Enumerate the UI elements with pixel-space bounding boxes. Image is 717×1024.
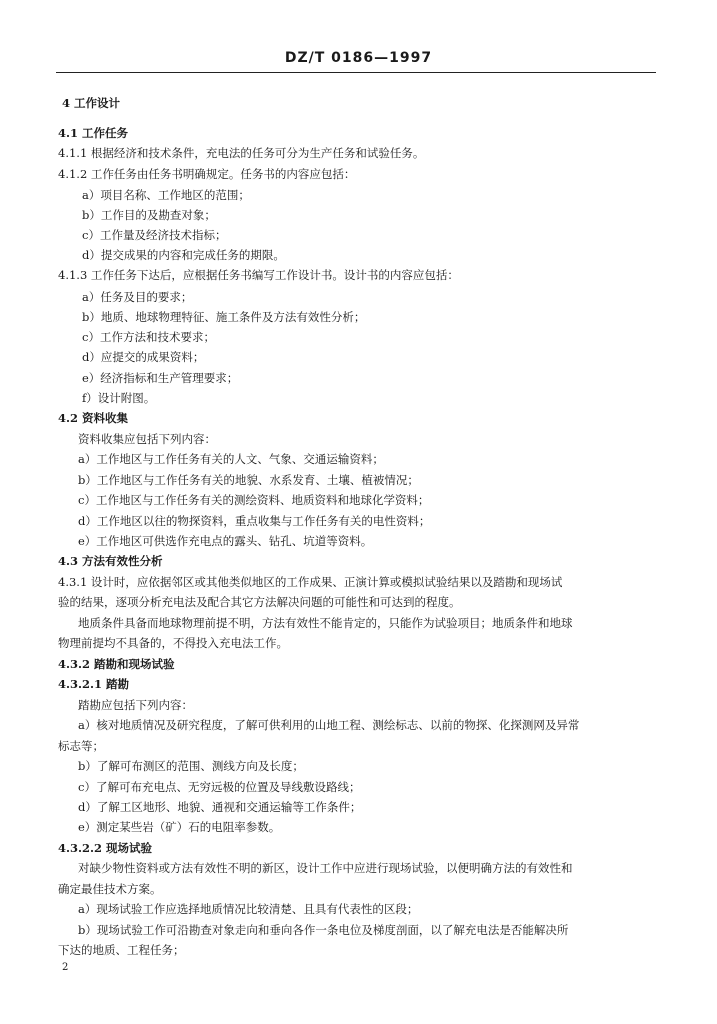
text-line: 4.1.2 工作任务由任务书明确规定。任务书的内容应包括： — [58, 167, 356, 181]
text-line: 地质条件具备而地球物理前提不明，方法有效性不能肯定的，只能作为试验项目；地质条件和地球 — [78, 616, 573, 630]
list-item: d）应提交的成果资料； — [82, 350, 205, 364]
list-item: c）工作量及经济技术指标； — [82, 228, 227, 242]
list-item: a）项目名称、工作地区的范围； — [82, 188, 250, 202]
list-item: f）设计附图。 — [82, 391, 156, 405]
list-item: d）提交成果的内容和完成任务的期限。 — [82, 248, 285, 262]
list-item: a）任务及目的要求； — [82, 290, 193, 304]
section-4-2-heading: 4.2 资料收集 — [58, 411, 129, 425]
header-rule — [56, 72, 656, 73]
section-4-3-heading: 4.3 方法有效性分析 — [58, 554, 163, 568]
text-line: 资料收集应包括下列内容： — [78, 432, 216, 446]
text-line: 4.1.1 根据经济和技术条件，充电法的任务可分为生产任务和试验任务。 — [58, 146, 425, 160]
standard-number-header: DZ/T 0186—1997 — [284, 50, 433, 66]
list-item: e）测定某些岩（矿）石的电阻率参数。 — [78, 820, 281, 834]
page-number: 2 — [62, 962, 69, 973]
section-4-3-2-1-heading: 4.3.2.1 踏勘 — [58, 677, 130, 691]
list-item: a）核对地质情况及研究程度，了解可供利用的山地工程、测绘标志、以前的物探、化探测网及异常 — [78, 718, 580, 732]
list-item: e）经济指标和生产管理要求； — [82, 371, 239, 385]
list-item: b）地质、地球物理特征、施工条件及方法有效性分析； — [82, 310, 366, 324]
list-item: d）了解工区地形、地貌、通视和交通运输等工作条件； — [78, 800, 362, 814]
text-line: 对缺少物性资料或方法有效性不明的新区，设计工作中应进行现场试验，以便明确方法的有效性和 — [78, 861, 573, 875]
text-line: 下达的地质、工程任务； — [58, 943, 185, 957]
section-4-1-heading: 4.1 工作任务 — [58, 126, 129, 140]
list-item: d）工作地区以往的物探资料，重点收集与工作任务有关的电性资料； — [78, 514, 431, 528]
list-item: b）现场试验工作可沿勘查对象走向和垂向各作一条电位及梯度剖面，以了解充电法是否能解决所 — [78, 923, 569, 937]
list-item: a）现场试验工作应选择地质情况比较清楚、且具有代表性的区段； — [78, 902, 419, 916]
section-4-heading: 4 工作设计 — [62, 96, 121, 110]
text-line: 确定最佳技术方案。 — [58, 882, 162, 896]
list-item: b）工作目的及勘查对象； — [82, 208, 216, 222]
list-item: c）工作方法和技术要求； — [82, 330, 215, 344]
section-4-3-2-heading: 4.3.2 踏勘和现场试验 — [58, 657, 175, 671]
text-line: 验的结果，逐项分析充电法及配合其它方法解决问题的可能性和可达到的程度。 — [58, 595, 461, 609]
list-item: c）了解可布充电点、无穷远极的位置及导线敷设路线； — [78, 780, 361, 794]
list-item: c）工作地区与工作任务有关的测绘资料、地质资料和地球化学资料； — [78, 493, 430, 507]
section-4-3-2-2-heading: 4.3.2.2 现场试验 — [58, 841, 153, 855]
text-line: 4.1.3 工作任务下达后，应根据任务书编写工作设计书。设计书的内容应包括： — [58, 268, 459, 282]
list-item: e）工作地区可供选作充电点的露头、钻孔、坑道等资料。 — [78, 534, 373, 548]
text-line: 物理前提均不具备的，不得投入充电法工作。 — [58, 636, 288, 650]
list-item: a）工作地区与工作任务有关的人文、气象、交通运输资料； — [78, 452, 384, 466]
list-item: b）工作地区与工作任务有关的地貌、水系发育、土壤、植被情况； — [78, 473, 419, 487]
text-line: 4.3.1 设计时，应依据邻区或其他类似地区的工作成果、正演计算或模拟试验结果以及踏勘和现场试 — [58, 575, 563, 589]
text-line: 踏勘应包括下列内容： — [78, 698, 193, 712]
list-item: b）了解可布测区的范围、测线方向及长度； — [78, 759, 304, 773]
text-line: 标志等； — [58, 739, 104, 753]
